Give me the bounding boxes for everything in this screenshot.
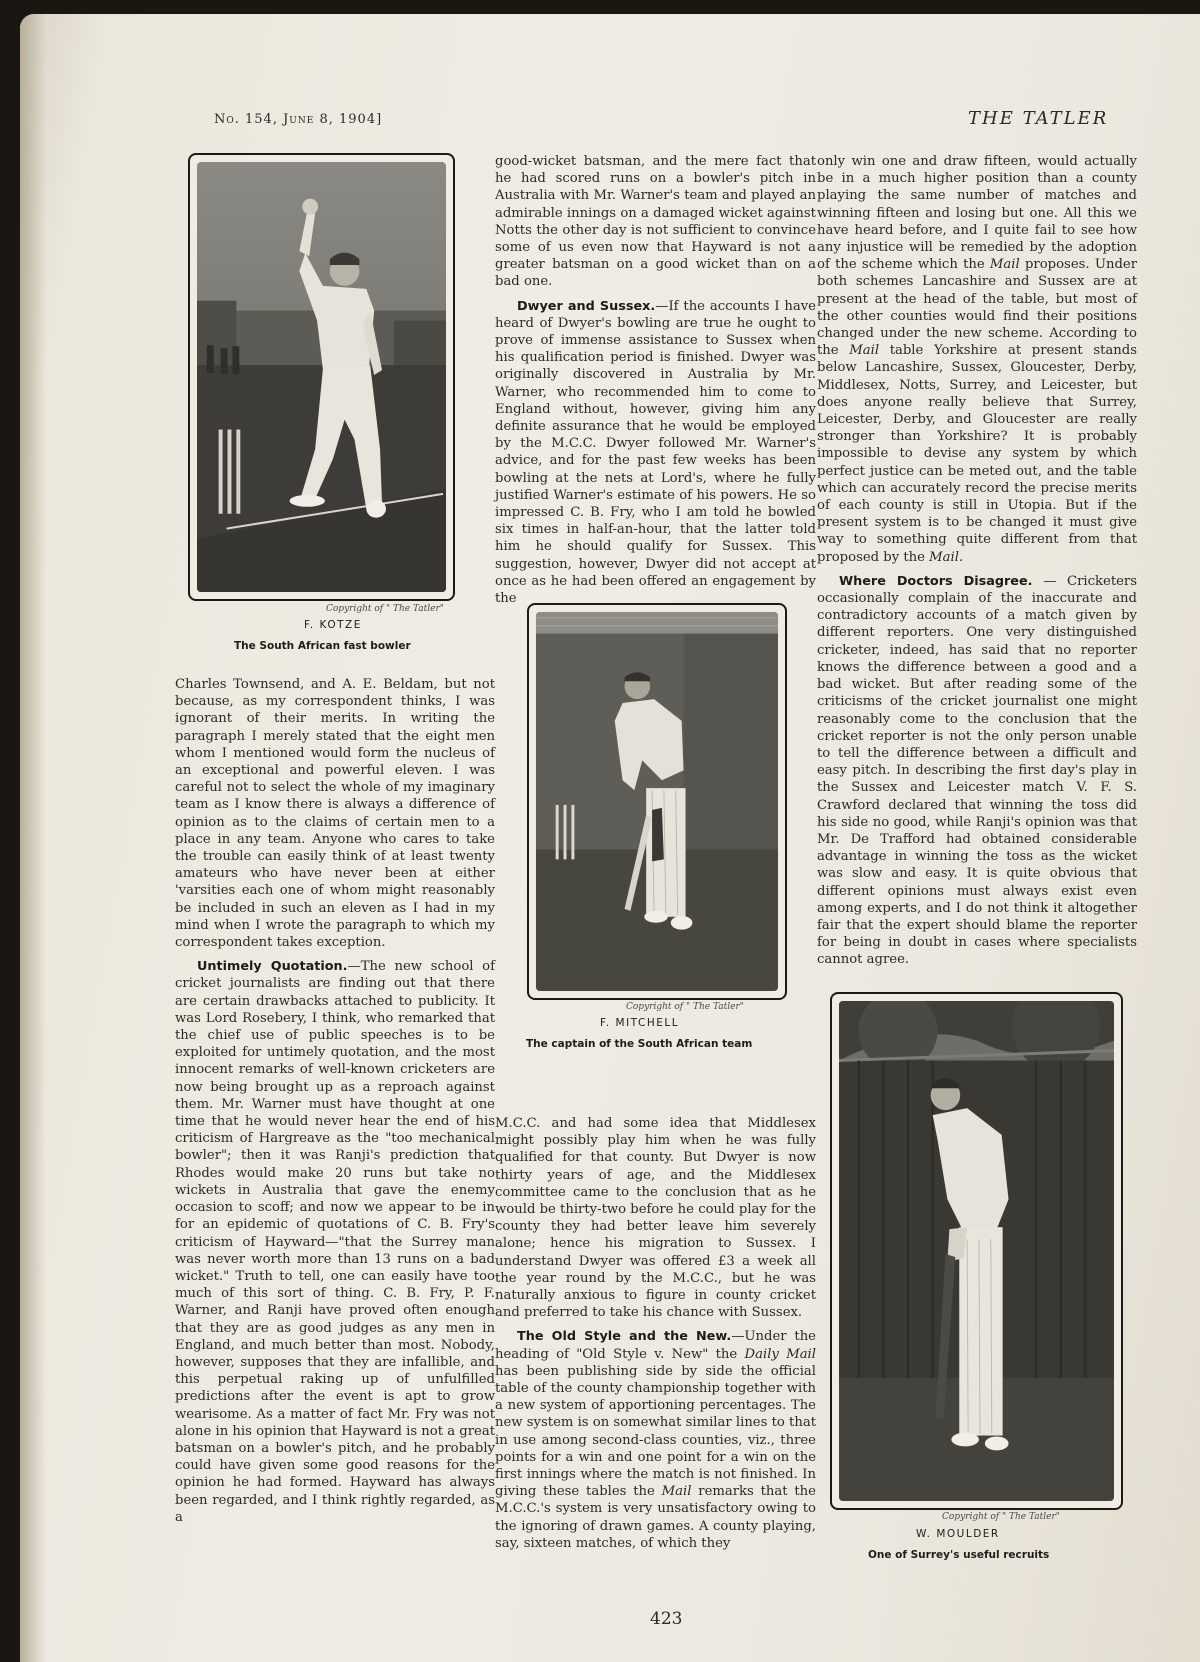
- paragraph-text: proposes. Under both schemes Lancashire and Sussex are at present at the head of the table, but most of the other counties would find their positions changed under the new scheme. According to the: [817, 257, 1137, 359]
- run-in-heading: Dwyer and Sussex.: [517, 298, 656, 314]
- article-column-1: [175, 676, 495, 1533]
- magazine-page: [20, 14, 1200, 1662]
- paragraph-text: has been publishing side by side the official table of the county championship together with a new system of apportioning percentages. The new system is on somewhat similar lines to that in use among second-class counties, viz., three points for a win and one point for a win on the first innings where the match is not finished. In giving these tables the: [495, 1363, 816, 1500]
- paragraph-text: only win one and draw fifteen, would actually be in a much higher position than a county playing the same number of matches and winning fifteen and losing but one. All this we have heard before, and I quite fail to see how any injustice will be remedied by the adoption of the scheme which the: [817, 154, 1137, 273]
- run-in-heading: Untimely Quotation.: [197, 959, 348, 975]
- paragraph-text: — Cricketers occasionally complain of the inaccurate and contradictory accounts of a match given by different reporters. One very distinguished cricketer, indeed, has said that no reporter knows the difference between a good and a bad wicket. But after reading some of the criticisms of the cricket journalist one might reasonably come to the conclusion that the cricket reporter is not the only person unable to tell the difference between a difficult and easy pitch. In describing the first day's play in the Sussex and Leicester match V. F. S. Crawford declared that winning the toss did his side no good, while Ranji's opinion was that Mr. De Trafford had obtained considerable advantage in winning the toss as the wicket was slow and easy. It is quite obvious that different opinions must always exist even among experts, and I do not think it altogether fair that the expert should blame the reporter for being in doubt in cases where specialists cannot agree.: [817, 573, 1138, 968]
- paragraph-text: —The new school of cricket journalists are finding out that there are certain drawbacks attached to publicity. It was Lord Rosebery, I think, who remarked that the chief use of public speeches is to be exploited for untimely quotation, and the most innocent remarks of well-known cricketers are now being brought up as a reproach against them. Mr. Warner must have thought at one time that he would never hear the end of his criticism of Hargreave as the "too mechanical bowler"; then it was Ranji's prediction that Rhodes would make 20 runs but take no wickets in Australia that gave the enemy occasion to scoff; and now we appear to be in for an epidemic of quotations of C. B. Fry's criticism of Hayward—"that the Surrey man was never worth more than 13 runs on a bad wicket." Truth to tell, one can easily have too much of this sort of thing. C. B. Fry, P. F. Warner, and Ranji have proved often enough that they are as good judges as any men in England, and much better than most. Nobody, however, supposes that they are infallible, and this perpetual raking up of unfulfilled predictions after the event is apt to grow wearisome. As a matter of fact Mr. Fry was not alone in his opinion that Hayward is not a great batsman on a bowler's pitch, and he probably could have given some good reasons for the opinion he had formed. Hayward has always been regarded, and I think rightly regarded, as a: [175, 959, 495, 1525]
- newspaper-name: Mail: [661, 1484, 692, 1500]
- paragraph: [175, 958, 495, 1526]
- bowler-photo: [197, 162, 446, 592]
- newspaper-name: Daily Mail: [744, 1346, 816, 1362]
- article-column-3: [817, 153, 1137, 976]
- paragraph-text: —Under the heading of "Old Style v. New" the: [495, 1329, 816, 1362]
- batsman-photo: [536, 612, 778, 991]
- caption-desc-3: One of Surrey's useful recruits: [868, 1549, 1050, 1561]
- newspaper-name: Mail.: [929, 549, 964, 565]
- cricketer-photo: [839, 1001, 1114, 1501]
- paragraph-text: table Yorkshire at present stands below Lancashire, Sussex, Gloucester, Derby, Middlesex, Notts, Surrey, and Leicester, but does anyone really believe that Surrey, Leicester, Derby, and Gloucester are really stronger than Yorkshire? It is probably impossible to devise any system by which perfect justice can be meted out, and the table which can accurately record the precise merits of each county is still in Utopia. But if the present system is to be changed it must give way to something quite different from that proposed by the: [817, 343, 1137, 565]
- photo-mitchell: [527, 603, 787, 1000]
- run-in-heading: The Old Style and the New.: [517, 1329, 732, 1345]
- magazine-title: THE TATLER: [968, 108, 1109, 129]
- photo-credit-3: Copyright of " The Tatler": [942, 1512, 1060, 1522]
- newspaper-name: Mail: [849, 343, 880, 359]
- paragraph-text: —If the accounts I have heard of Dwyer's bowling are true he ought to prove of immense assistance to Sussex when his qualification period is finished. Dwyer was originally discovered in Australia by Mr. Warner, who recommended him to come to England without, however, giving him any definite assurance that he would be employed by the M.C.C. Dwyer followed Mr. Warner's advice, and for the past few weeks has been bowling at the nets at Lord's, where he fully justified Warner's estimate of his powers. He so impressed C. B. Fry, who I am told he bowled six times in half-an-hour, that the latter told him he should qualify for Sussex. This suggestion, however, Dwyer did not accept at once as he had been offered an engagement by the: [495, 298, 816, 607]
- caption-name-3: W. MOULDER: [916, 1528, 1000, 1540]
- paragraph-text: remarks that the M.C.C.'s system is very unsatisfactory owing to the ignoring of drawn games. A county playing, say, sixteen matches, of which they: [495, 1484, 816, 1551]
- photo-moulder: [830, 992, 1123, 1510]
- run-in-heading: Where Doctors Disagree.: [839, 573, 1033, 589]
- caption-name-1: F. KOTZE: [304, 619, 362, 631]
- caption-desc-1: The South African fast bowler: [234, 640, 411, 652]
- caption-name-2: F. MITCHELL: [600, 1017, 680, 1029]
- article-column-2-top: [495, 153, 816, 614]
- photo-credit-1: Copyright of " The Tatler": [326, 604, 444, 614]
- paragraph: Charles Townsend, and A. E. Beldam, but not because, as my correspondent thinks, I was ignorant of their merits. In writing the paragraph I merely stated that the eight men whom I mentioned would form the nucleus of an exceptional and powerful eleven. I was careful not to select the whole of my imaginary team as I know there is always a difference of opinion as to the claims of certain men to a place in any team. Anyone who cares to take the trouble can easily think of at least twenty amateurs who have never been at either 'varsities each one of whom might reasonably be included in such an eleven as I had in my mind when I wrote the paragraph to which my correspondent takes exception.: [175, 677, 495, 951]
- newspaper-name: Mail: [989, 257, 1020, 273]
- paragraph: [817, 573, 1137, 969]
- paragraph: good-wicket batsman, and the mere fact that he had scored runs on a bowler's pitch in Australia with Mr. Warner's team and played an admirable innings on a damaged wicket against Notts the other day is not sufficient to convince some of us even now that Hayward is not a greater batsman on a good wicket than on a bad one.: [495, 154, 816, 290]
- photo-kotze: [188, 153, 455, 601]
- paragraph: [817, 153, 1137, 566]
- photo-credit-2: Copyright of " The Tatler": [626, 1002, 744, 1012]
- page-number: 423: [650, 1609, 683, 1629]
- issue-line: No. 154, June 8, 1904]: [214, 112, 383, 127]
- article-column-2-bottom: [495, 1115, 816, 1559]
- paragraph: [495, 1328, 816, 1552]
- paragraph: [495, 298, 816, 608]
- paragraph: M.C.C. and had some idea that Middlesex might possibly play him when he was fully qualified for that county. But Dwyer is now thirty years of age, and the Middlesex committee came to the conclusion that as he would be thirty-two before he could play for the county they had better leave him severely alone; hence his migration to Sussex. I understand Dwyer was offered £3 a week all the year round by the M.C.C., but he was naturally anxious to figure in county cricket and preferred to take his chance with Sussex.: [495, 1116, 816, 1321]
- caption-desc-2: The captain of the South African team: [526, 1038, 753, 1050]
